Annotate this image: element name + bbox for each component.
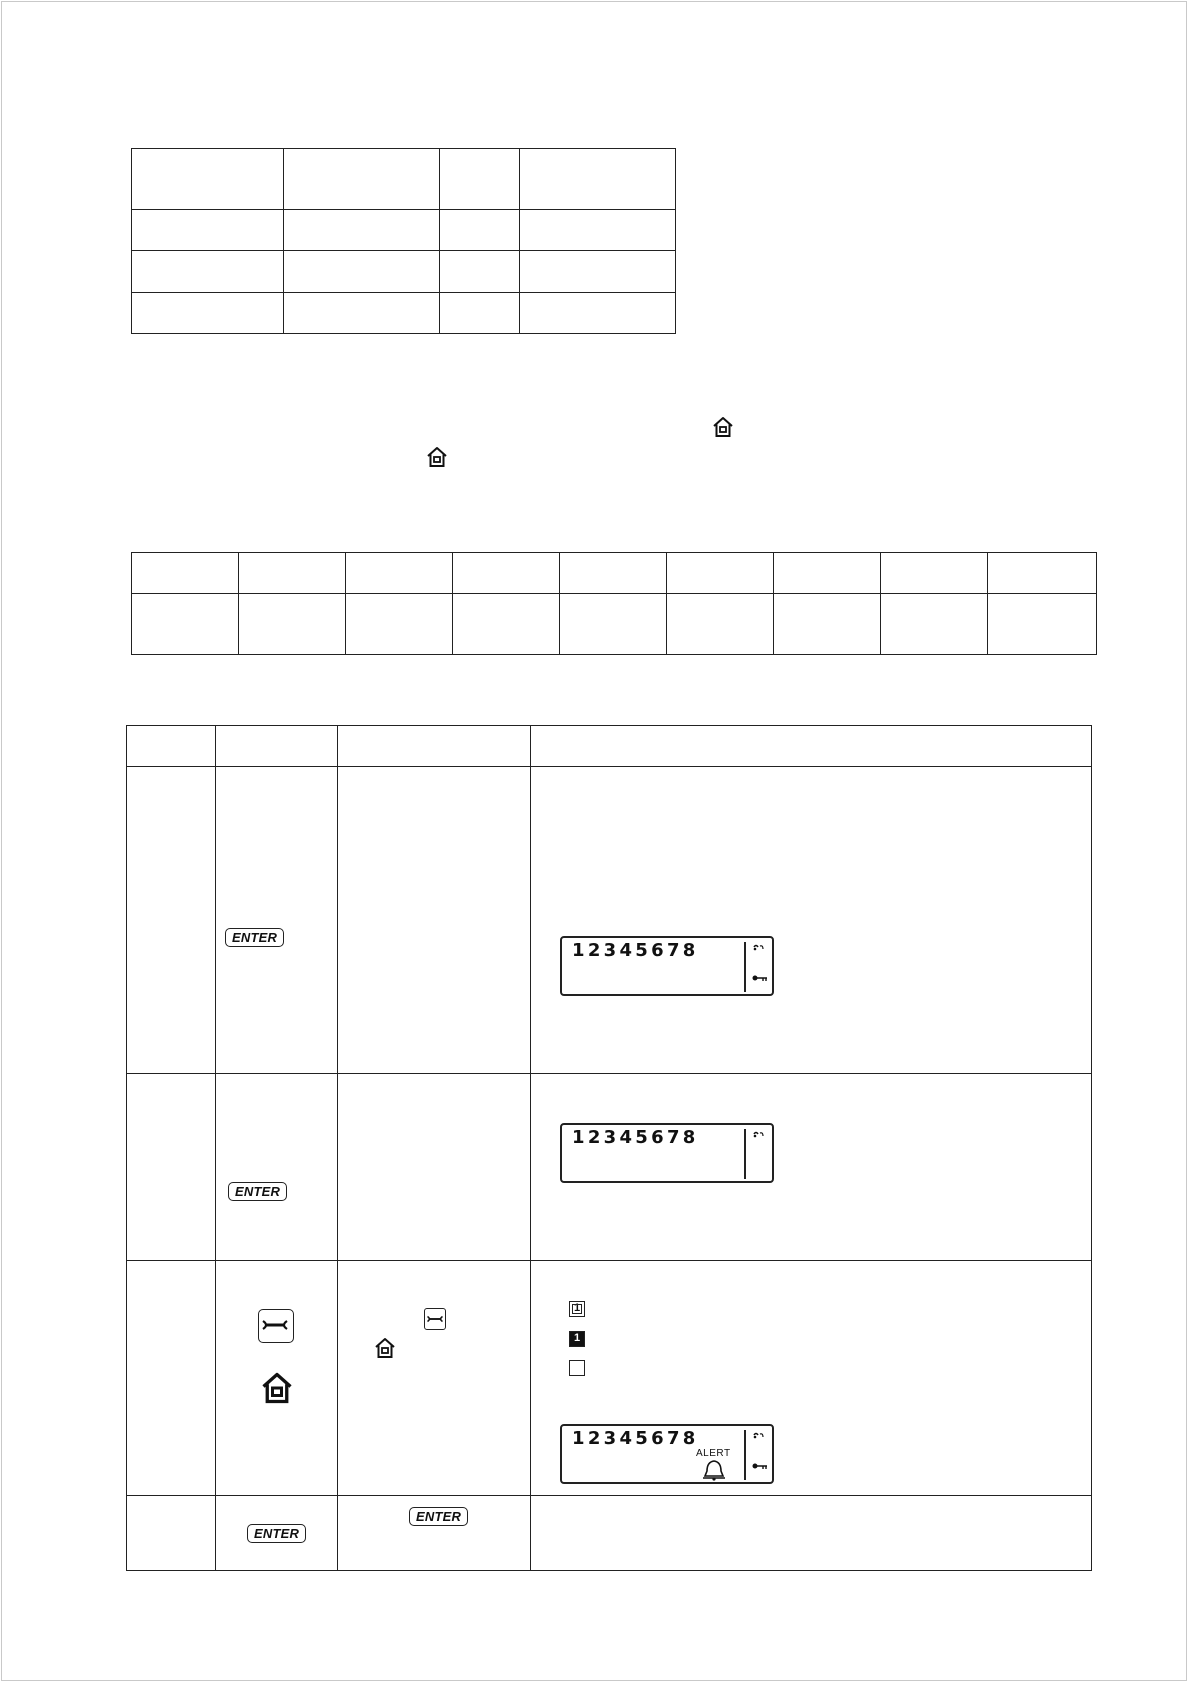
table-row	[132, 210, 676, 251]
table-row	[127, 1261, 1092, 1496]
table-row	[132, 293, 676, 334]
table-cell	[774, 553, 881, 594]
lcd-divider	[744, 1129, 746, 1179]
lcd-display	[560, 1424, 774, 1484]
table-cell	[132, 293, 284, 334]
service-key	[424, 1308, 446, 1330]
step-number-cell	[127, 1074, 216, 1261]
table-cell	[284, 149, 440, 210]
zone-indicator-filled: 1	[569, 1331, 585, 1347]
table-cell	[520, 210, 676, 251]
table-cell	[988, 553, 1097, 594]
table-cell	[881, 594, 988, 655]
enter-key: ENTER	[247, 1524, 306, 1543]
table-cell	[560, 553, 667, 594]
table-row	[127, 1496, 1092, 1571]
phone-icon	[753, 943, 765, 952]
table-cell	[239, 553, 346, 594]
lcd-display	[560, 1123, 774, 1183]
zone-indicator-empty	[569, 1360, 585, 1376]
table-cell	[453, 594, 560, 655]
table-row	[132, 553, 1097, 594]
step-display-cell	[531, 1074, 1092, 1261]
lcd-divider	[744, 1430, 746, 1480]
table-cell	[440, 251, 520, 293]
step-display-cell	[531, 1261, 1092, 1496]
step-key-cell	[216, 767, 338, 1074]
table-row	[132, 594, 1097, 655]
lcd-zone-digits: 12345678	[572, 940, 699, 961]
table-cell	[346, 594, 453, 655]
table-cell	[132, 251, 284, 293]
step-action-cell	[338, 1074, 531, 1261]
table-row	[132, 251, 676, 293]
top-table	[131, 148, 676, 334]
table-cell	[774, 594, 881, 655]
step-action-cell	[338, 767, 531, 1074]
table-cell	[132, 594, 239, 655]
table-cell	[132, 210, 284, 251]
lcd-display	[560, 936, 774, 996]
step-number-cell	[127, 1261, 216, 1496]
table-cell	[284, 251, 440, 293]
table-cell	[440, 149, 520, 210]
table-cell	[440, 210, 520, 251]
phone-icon	[753, 1130, 765, 1139]
house-icon	[425, 445, 449, 469]
table-cell	[667, 553, 774, 594]
header-cell	[216, 726, 338, 767]
table-cell	[520, 251, 676, 293]
steps-table	[126, 725, 1092, 1571]
table-row	[127, 767, 1092, 1074]
header-cell	[531, 726, 1092, 767]
bell-icon	[701, 1459, 727, 1481]
table-cell	[881, 553, 988, 594]
step-display-cell	[531, 767, 1092, 1074]
step-key-cell	[216, 1074, 338, 1261]
table-cell	[560, 594, 667, 655]
lcd-alert-label: ALERT	[696, 1448, 731, 1459]
zone-indicator-outline: 1	[569, 1301, 585, 1317]
table-cell	[284, 210, 440, 251]
table-cell	[346, 553, 453, 594]
step-action-cell	[338, 1496, 531, 1571]
enter-key: ENTER	[228, 1182, 287, 1201]
service-key	[258, 1309, 294, 1343]
key-icon	[752, 974, 768, 982]
table-cell	[239, 594, 346, 655]
table-cell	[132, 149, 284, 210]
step-number-cell	[127, 1496, 216, 1571]
wrench-icon	[259, 1310, 291, 1340]
table-cell	[520, 149, 676, 210]
step-action-cell	[338, 1261, 531, 1496]
lcd-divider	[744, 942, 746, 992]
table-cell	[988, 594, 1097, 655]
house-icon	[259, 1370, 295, 1406]
table-row	[127, 1074, 1092, 1261]
lcd-zone-digits: 12345678	[572, 1127, 699, 1148]
step-number-cell	[127, 767, 216, 1074]
table-cell	[520, 293, 676, 334]
table-cell	[132, 553, 239, 594]
key-icon	[752, 1462, 768, 1470]
lcd-zone-digits: 12345678	[572, 1428, 699, 1449]
enter-key: ENTER	[225, 928, 284, 947]
step-key-cell	[216, 1261, 338, 1496]
table-cell	[453, 553, 560, 594]
table-cell	[667, 594, 774, 655]
header-cell	[338, 726, 531, 767]
house-icon	[373, 1336, 397, 1360]
zones-table	[131, 552, 1097, 655]
table-cell	[440, 293, 520, 334]
step-key-cell	[216, 1496, 338, 1571]
step-display-cell	[531, 1496, 1092, 1571]
phone-icon	[753, 1431, 765, 1440]
house-icon	[711, 415, 735, 439]
table-row	[132, 149, 676, 210]
table-cell	[284, 293, 440, 334]
table-header-row	[127, 726, 1092, 767]
wrench-icon	[425, 1309, 445, 1329]
header-cell	[127, 726, 216, 767]
enter-key: ENTER	[409, 1507, 468, 1526]
